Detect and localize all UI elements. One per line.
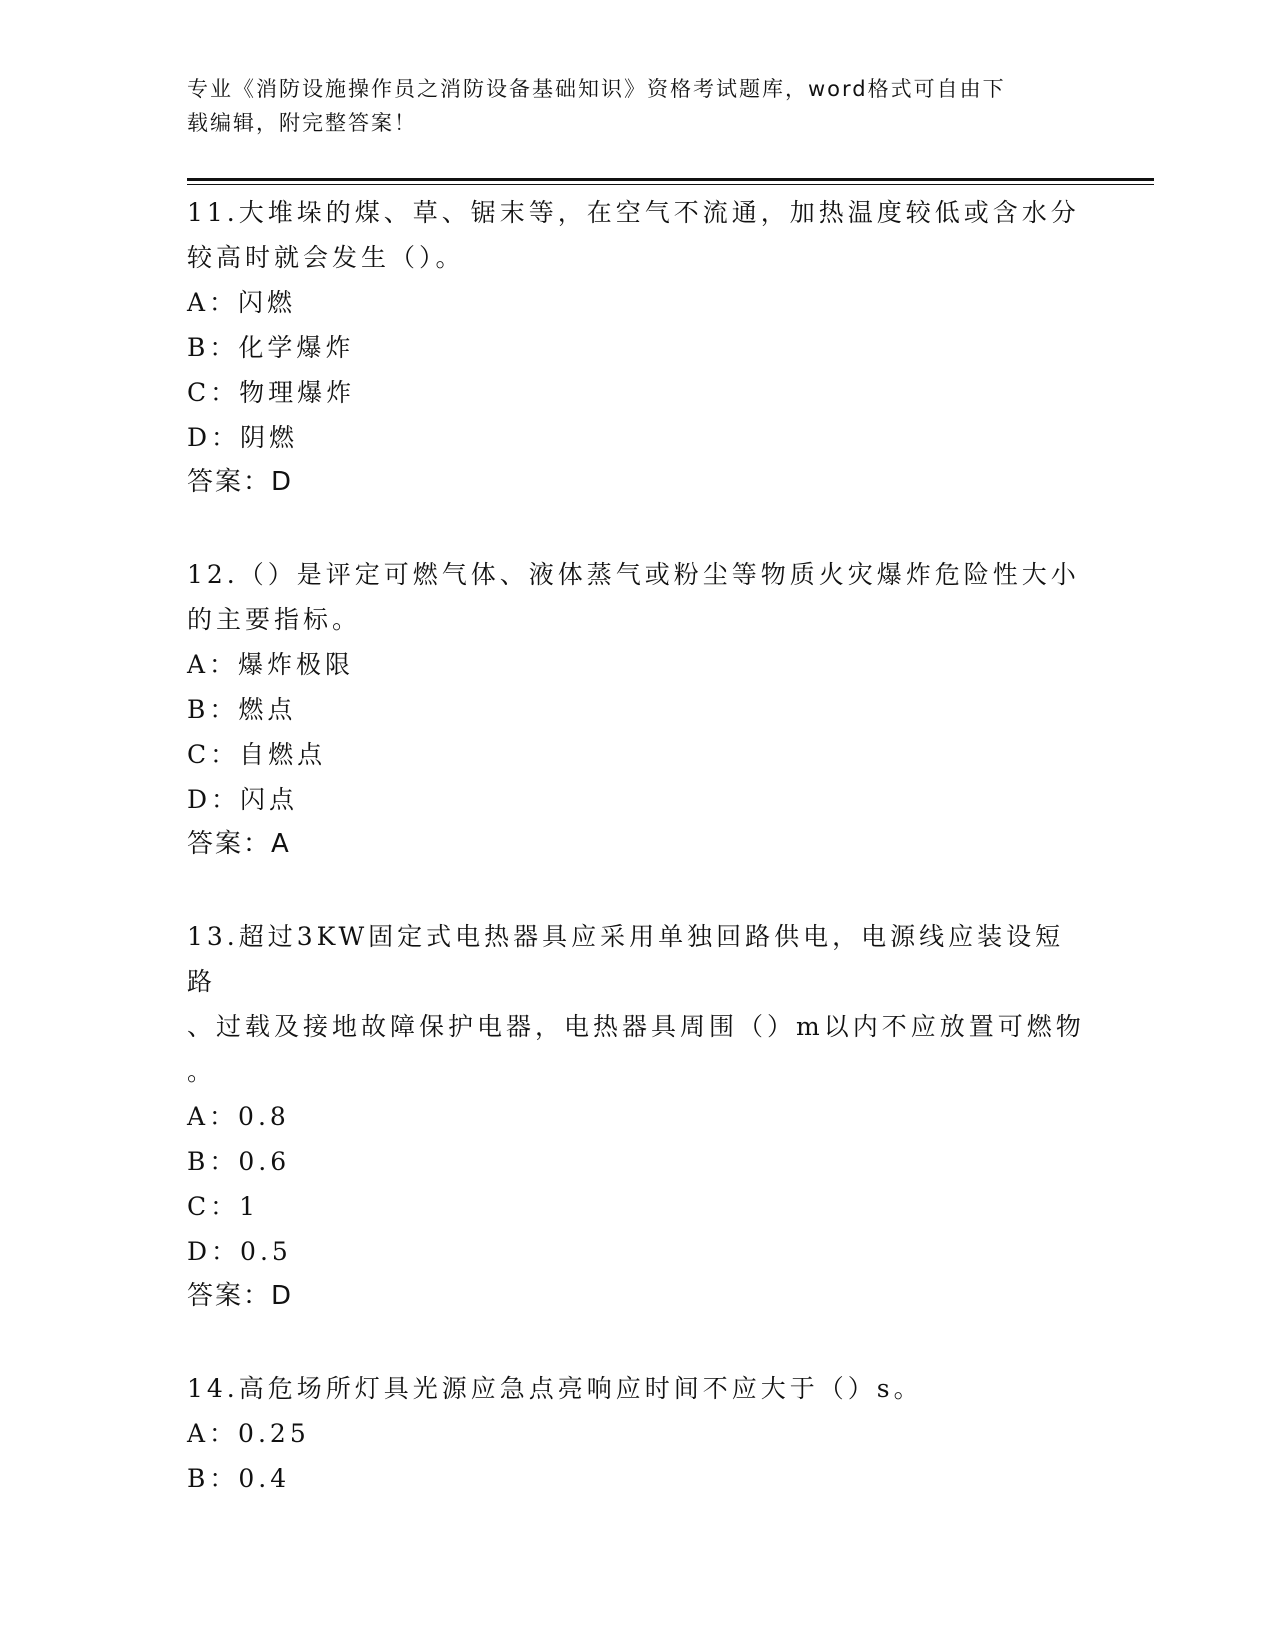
option-a: A：0.25	[187, 1419, 310, 1448]
header-line-1: 专业《消防设施操作员之消防设备基础知识》资格考试题库，word格式可自由下	[187, 77, 1006, 101]
answer: 答案：D	[187, 1281, 294, 1311]
option-b: B：化学爆炸	[187, 333, 355, 362]
page-header	[187, 72, 1067, 140]
question-11	[187, 190, 1087, 505]
option-b: B：0.6	[187, 1147, 291, 1176]
question-text-line: 14.高危场所灯具光源应急点亮响应时间不应大于（）s。	[187, 1374, 923, 1403]
question-14	[187, 1366, 1087, 1501]
question-text-line: 。	[187, 1057, 217, 1086]
question-text-line: 、过载及接地故障保护电器，电热器具周围（）m以内不应放置可燃物	[187, 1012, 1085, 1041]
option-b: B：燃点	[187, 695, 297, 724]
option-a: A：0.8	[187, 1102, 290, 1131]
option-a: A：闪燃	[187, 288, 297, 317]
option-c: C：自燃点	[187, 740, 327, 769]
answer: 答案：D	[187, 467, 294, 497]
header-rule	[187, 178, 1154, 181]
option-a: A：爆炸极限	[187, 650, 355, 679]
question-text-line: 11.大堆垛的煤、草、锯末等，在空气不流通，加热温度较低或含水分	[187, 198, 1080, 227]
question-text-line: 12.（）是评定可燃气体、液体蒸气或粉尘等物质火灾爆炸危险性大小	[187, 560, 1080, 589]
question-12	[187, 552, 1087, 867]
option-d: D：闪点	[187, 785, 299, 814]
question-13	[187, 914, 1087, 1319]
header-line-2: 载编辑，附完整答案！	[187, 111, 417, 135]
option-c: C：1	[187, 1192, 260, 1221]
question-text-line: 13.超过3KW固定式电热器具应采用单独回路供电，电源线应装设短路	[187, 922, 1065, 996]
option-c: C：物理爆炸	[187, 378, 356, 407]
question-text-line: 较高时就会发生（）。	[187, 243, 465, 272]
option-d: D：阴燃	[187, 423, 299, 452]
answer: 答案：A	[187, 829, 291, 859]
header-rule-thin	[187, 184, 1154, 185]
option-b: B：0.4	[187, 1464, 291, 1493]
question-text-line: 的主要指标。	[187, 605, 362, 634]
option-d: D：0.5	[187, 1237, 292, 1266]
question-list	[187, 190, 1087, 1501]
